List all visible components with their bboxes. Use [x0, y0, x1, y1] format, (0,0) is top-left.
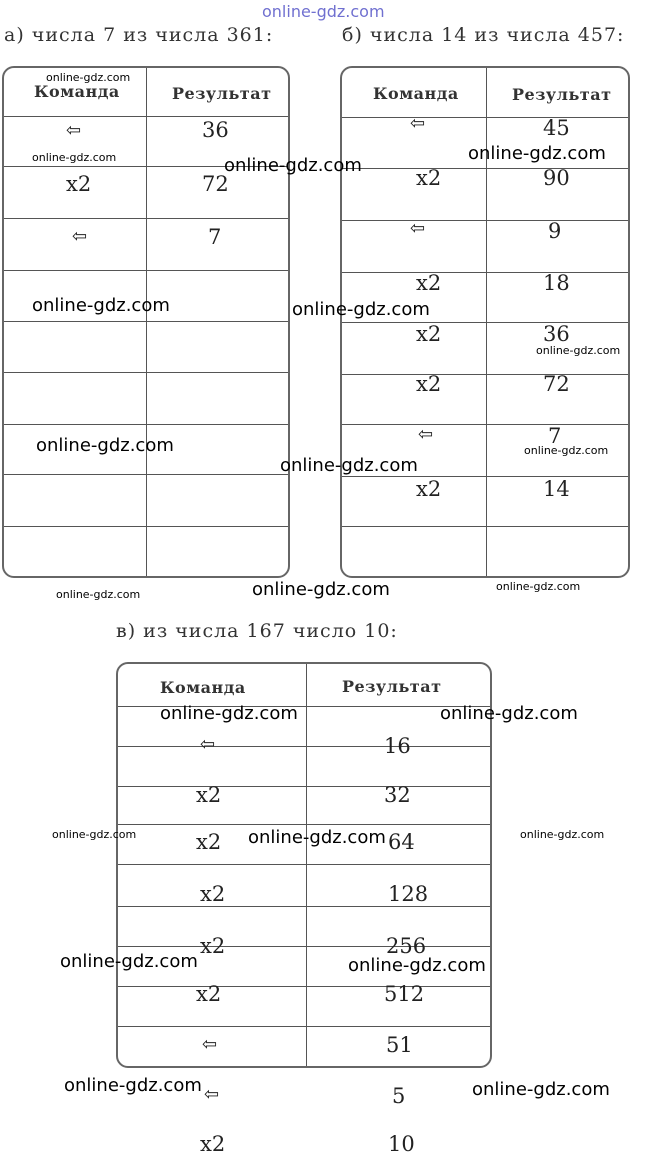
- watermark: online-gdz.com: [348, 955, 486, 976]
- watermark: online-gdz.com: [524, 444, 609, 457]
- table-c-row-4-command: x2: [200, 882, 226, 906]
- section-b-title: б) числа 14 из числа 457:: [342, 24, 625, 46]
- table-c-row-8-result: 5: [392, 1084, 406, 1108]
- table-b-row-6-result: 72: [543, 372, 570, 396]
- table-a-row-3-result: 7: [208, 225, 222, 249]
- table-c-row-6-result: 512: [384, 982, 425, 1006]
- watermark: online-gdz.com: [32, 295, 170, 316]
- table-b-row-1-command: ⇦: [410, 113, 426, 134]
- table-a: [2, 66, 290, 578]
- table-c-row-7-result: 51: [386, 1033, 413, 1057]
- table-a-row-1-result: 36: [202, 118, 229, 142]
- watermark: online-gdz.com: [52, 828, 137, 841]
- table-a-row-2-result: 72: [202, 172, 229, 196]
- table-a-header-result: Результат: [172, 84, 272, 103]
- table-a-row-1-command: ⇦: [66, 120, 82, 141]
- table-c-row-8-command: ⇦: [204, 1084, 220, 1105]
- table-b-row-8-command: x2: [416, 477, 442, 501]
- table-b-row-7-result: 7: [548, 424, 562, 448]
- watermark: online-gdz.com: [536, 344, 621, 357]
- watermark: online-gdz.com: [292, 299, 430, 320]
- table-c-row-9-result: 10: [388, 1132, 415, 1156]
- table-b-row-1-result: 45: [543, 116, 570, 140]
- watermark: online-gdz.com: [252, 579, 390, 600]
- table-b-header-result: Результат: [512, 85, 612, 104]
- table-c-row-5-result: 256: [386, 934, 427, 958]
- table-b-row-7-command: ⇦: [418, 424, 434, 445]
- table-c-row-4-result: 128: [388, 882, 429, 906]
- table-b-row-2-command: x2: [416, 166, 442, 190]
- watermark: online-gdz.com: [64, 1075, 202, 1096]
- table-b-row-8-result: 14: [543, 477, 570, 501]
- watermark: online-gdz.com: [248, 827, 386, 848]
- table-b-header-command: Команда: [373, 84, 459, 103]
- table-a-header-command: Команда: [34, 82, 120, 101]
- table-c-header-result: Результат: [342, 677, 442, 696]
- table-c-row-1-result: 16: [384, 734, 411, 758]
- table-c-row-9-command: x2: [200, 1132, 226, 1156]
- watermark: online-gdz.com: [60, 951, 198, 972]
- watermark: online-gdz.com: [160, 703, 298, 724]
- table-a-row-2-command: x2: [66, 172, 92, 196]
- watermark: online-gdz.com: [472, 1079, 610, 1100]
- table-b-row-4-result: 18: [543, 271, 570, 295]
- table-b-row-2-result: 90: [543, 166, 570, 190]
- table-c-row-3-result: 64: [388, 830, 415, 854]
- table-c-header-command: Команда: [160, 678, 246, 697]
- section-c-title: в) из числа 167 число 10:: [116, 620, 398, 642]
- table-c-row-2-result: 32: [384, 783, 411, 807]
- watermark: online-gdz.com: [224, 155, 362, 176]
- table-b-row-5-result: 36: [543, 322, 570, 346]
- section-a-title: а) числа 7 из числа 361:: [4, 24, 274, 46]
- table-c-row-2-command: x2: [196, 783, 222, 807]
- table-b-row-3-result: 9: [548, 219, 562, 243]
- table-b-row-5-command: x2: [416, 322, 442, 346]
- watermark: online-gdz.com: [36, 435, 174, 456]
- watermark: online-gdz.com: [496, 580, 581, 593]
- watermark: online-gdz.com: [468, 143, 606, 164]
- watermark: online-gdz.com: [32, 151, 117, 164]
- table-c-row-6-command: x2: [196, 982, 222, 1006]
- table-c-row-3-command: x2: [196, 830, 222, 854]
- table-c-row-7-command: ⇦: [202, 1034, 218, 1055]
- watermark: online-gdz.com: [46, 71, 131, 84]
- watermark: online-gdz.com: [56, 588, 141, 601]
- table-b-row-6-command: x2: [416, 372, 442, 396]
- table-c-row-5-command: x2: [200, 934, 226, 958]
- watermark: online-gdz.com: [280, 455, 418, 476]
- table-a-row-3-command: ⇦: [72, 226, 88, 247]
- table-c-row-1-command: ⇦: [200, 734, 216, 755]
- site-watermark-top: online-gdz.com: [262, 2, 385, 21]
- table-b-row-4-command: x2: [416, 271, 442, 295]
- watermark: online-gdz.com: [520, 828, 605, 841]
- table-b-row-3-command: ⇦: [410, 218, 426, 239]
- watermark: online-gdz.com: [440, 703, 578, 724]
